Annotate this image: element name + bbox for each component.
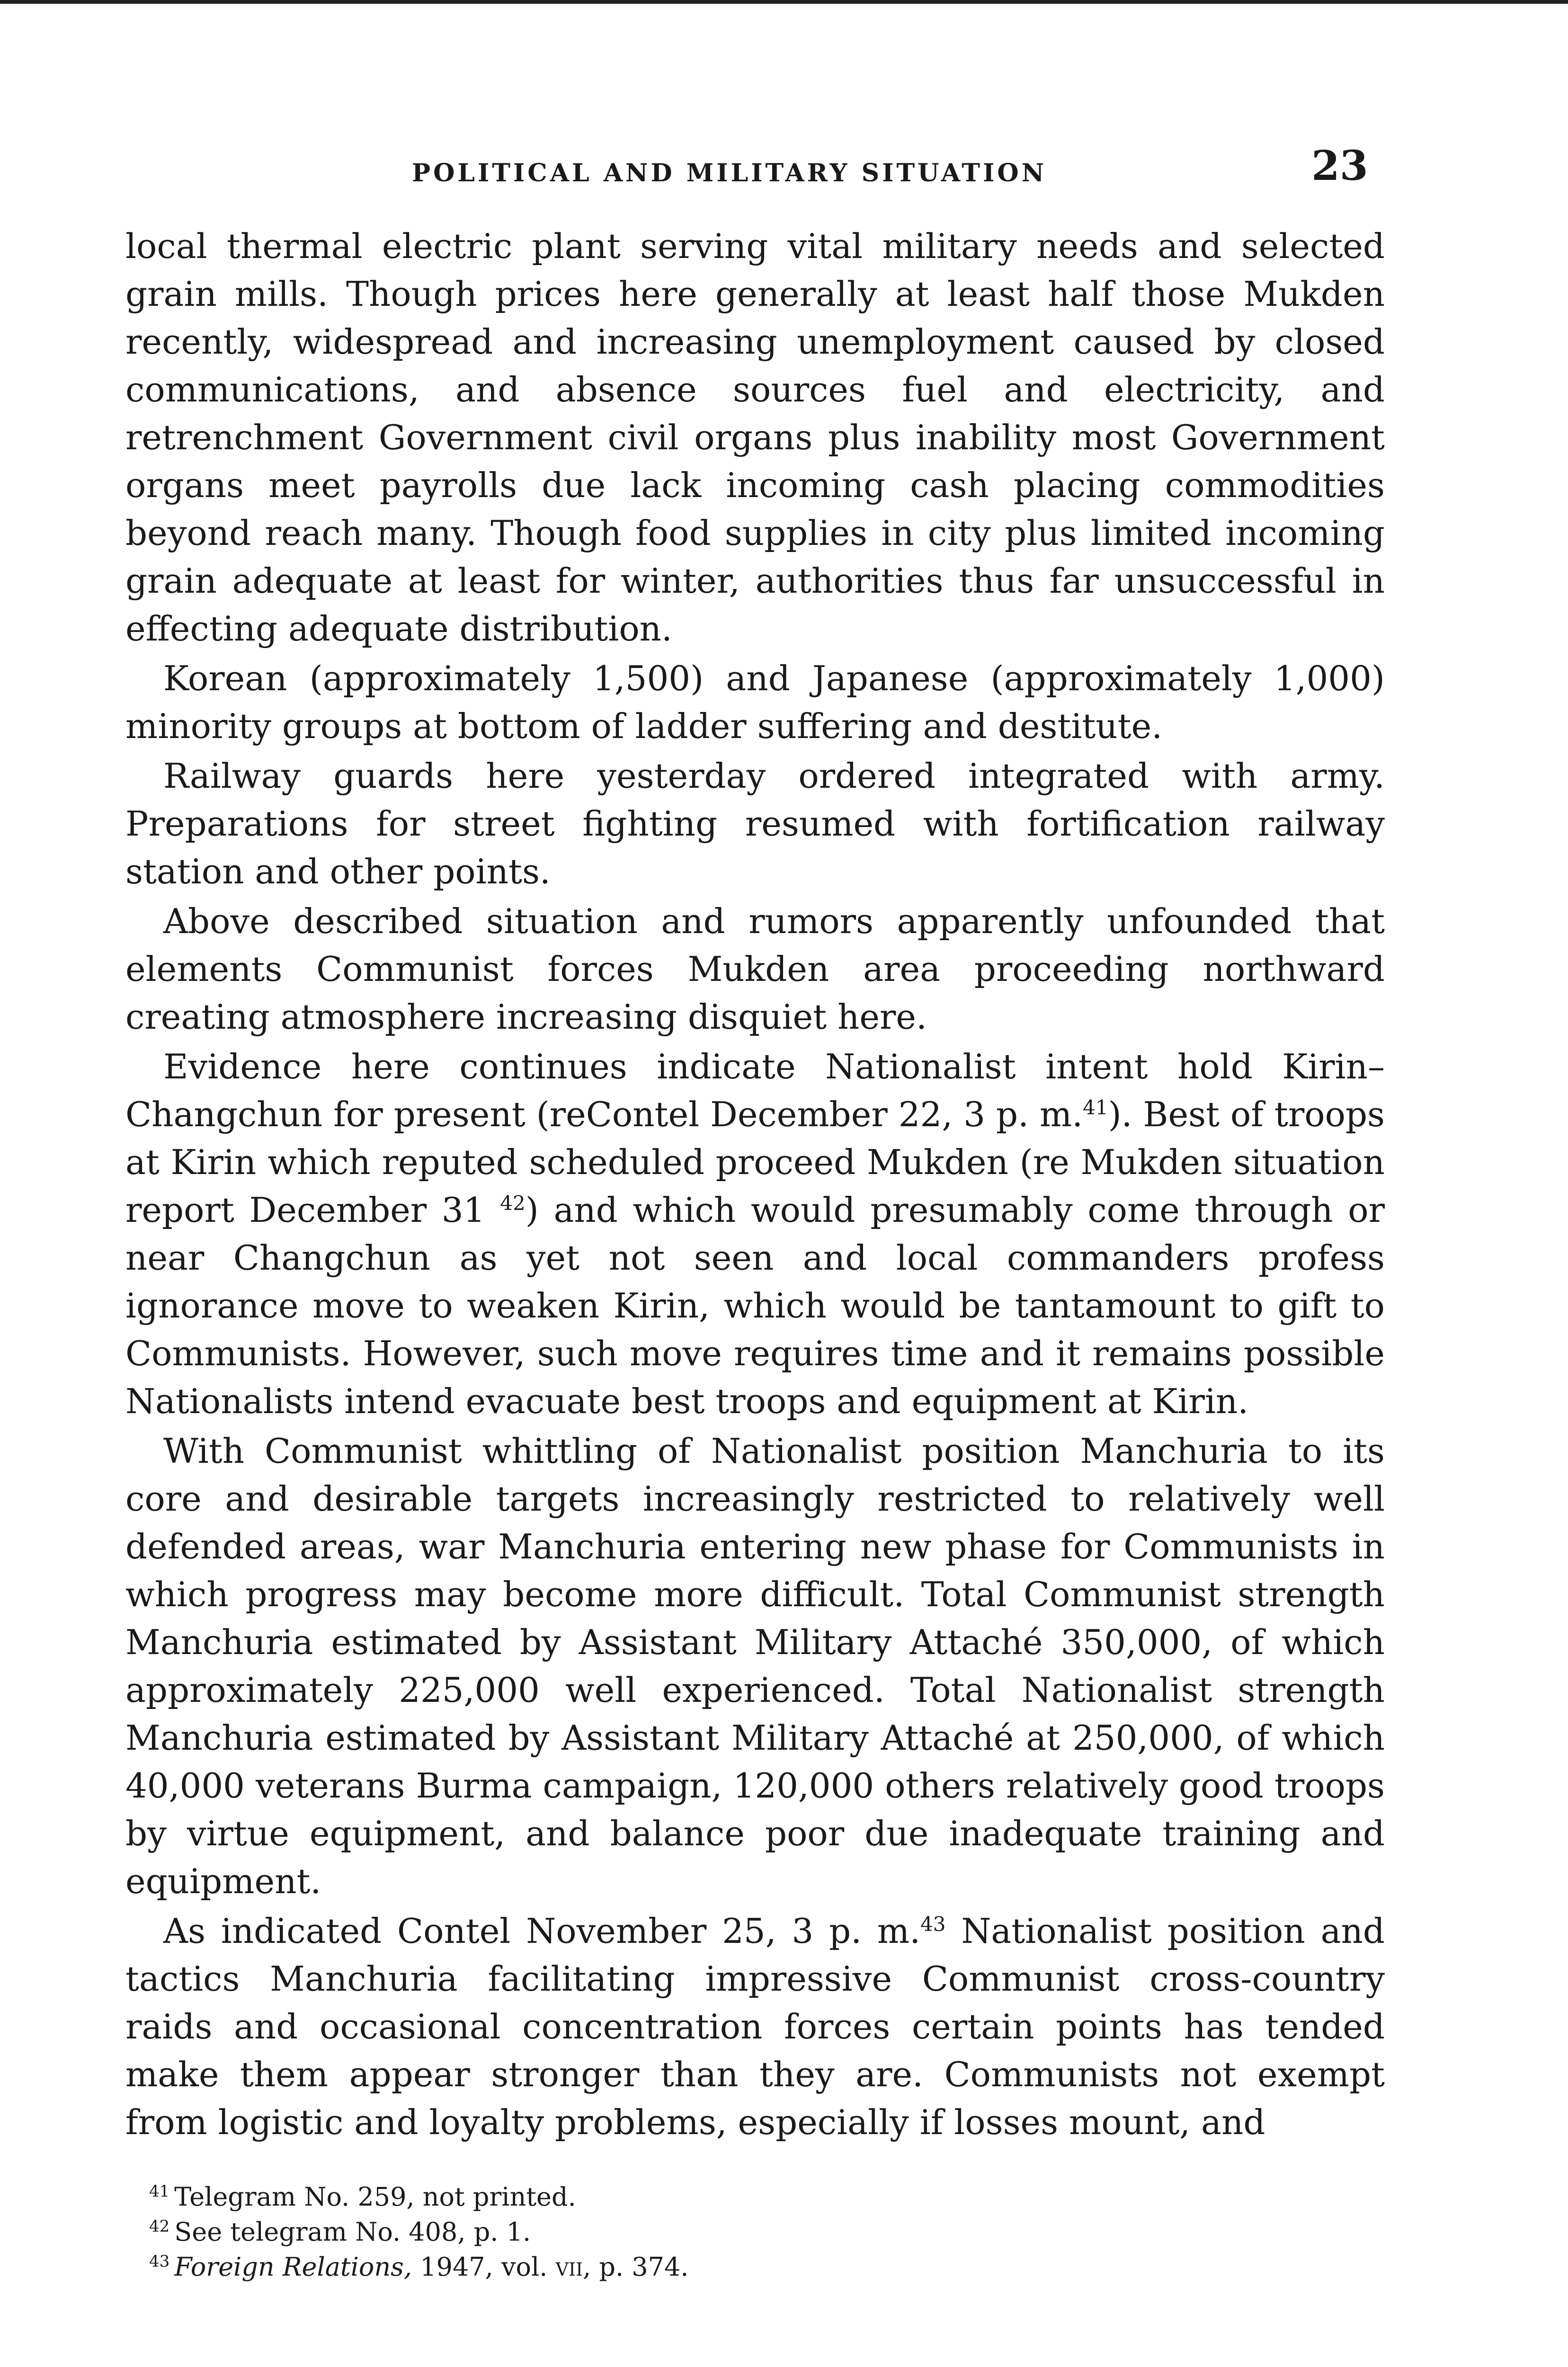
footnote-43 xyxy=(149,2247,1380,2282)
paragraph-5-part-b: ). Best of troops at Kirin which reputed scheduled proceed Mukden (re Mukden situation report December 31 xyxy=(125,1095,1385,1230)
top-border-rule xyxy=(0,0,1568,4)
paragraph-5 xyxy=(125,1043,1385,1425)
footnote-text: Telegram No. 259, not printed. xyxy=(174,2182,576,2212)
paragraph-4: Above described situation and rumors apparently unfounded that elements Communist forces Mukden area proceeding northward creating atmosphere increasing disquiet here. xyxy=(125,901,1385,1037)
paragraph-1: local thermal electric plant serving vital military needs and selected grain mills. Though prices here generally at least half those Mukden recently, widespread and increasing unemployment caused by closed communications, and absence sources fuel and electricity, and retrenchment Government civil organs plus inability most Government organs meet payrolls due lack incoming cash placing commodities beyond reach many. Though food supplies in city plus limited incoming grain adequate at least for winter, authorities thus far unsuccessful in effecting adequate distribution. xyxy=(125,226,1385,649)
page-number: 23 xyxy=(1311,142,1368,190)
footnote-ref-43: 43 xyxy=(920,1913,946,1936)
paragraph-7 xyxy=(125,1907,1385,2146)
paragraph-5-part-c: ) and which would presumably come through or near Changchun as yet not seen and local commanders profess ignorance move to weaken Kirin, which would be tantamount to gift to Communists. However, such move requires time and it remains possible Nationalists intend evacuate best troops and equipment at Kirin. xyxy=(125,1190,1385,1421)
body-text xyxy=(125,222,1385,2148)
footnote-42 xyxy=(149,2212,1380,2247)
footnotes xyxy=(149,2177,1380,2282)
footnote-mark: 42 xyxy=(149,2217,170,2236)
paragraph-7-part-a: As indicated Contel November 25, 3 p. m. xyxy=(163,1911,921,1951)
paragraph-6: With Communist whittling of Nationalist position Manchuria to its core and desirable targets increasingly restricted to relatively well defended areas, war Manchuria entering new phase for Communists in which progress may become more difficult. Total Communist strength Manchuria estimated by Assistant Military Attaché 350,000, of which approximately 225,000 well experienced. Total Nationalist strength Manchuria estimated by Assistant Military Attaché at 250,000, of which 40,000 veterans Burma campaign, 120,000 others relatively good troops by virtue equipment, and balance poor due inadequate training and equipment. xyxy=(125,1431,1385,1901)
footnote-mark: 43 xyxy=(149,2252,170,2271)
footnote-text: See telegram No. 408, p. 1. xyxy=(174,2217,531,2247)
footnote-text: 1947, vol. xyxy=(412,2252,556,2282)
paragraph-3: Railway guards here yesterday ordered integrated with army. Preparations for street fighting resumed with fortification railway station and other points. xyxy=(125,756,1385,891)
footnote-41 xyxy=(149,2177,1380,2212)
running-head: POLITICAL AND MILITARY SITUATION xyxy=(412,159,1047,187)
footnote-ref-42: 42 xyxy=(500,1192,526,1215)
paragraph-7-part-b: Nationalist position and tactics Manchuria facilitating impressive Communist cross-country raids and occasional concentration forces certain points has tended make them appear stronger than they are. Communists not exempt from logistic and loyalty problems, especially if losses mount, and xyxy=(125,1911,1385,2142)
footnote-mark: 41 xyxy=(149,2182,170,2201)
paragraph-5-part-a: Evidence here continues indicate Nationalist intent hold Kirin–Changchun for present (reContel December 22, 3 p. m. xyxy=(125,1047,1385,1134)
paragraph-2: Korean (approximately 1,500) and Japanese (approximately 1,000) minority groups at bottom of ladder suffering and destitute. xyxy=(125,658,1385,746)
footnote-tail: , p. 374. xyxy=(583,2252,689,2282)
footnote-citation-title: Foreign Relations, xyxy=(174,2252,412,2282)
footnote-ref-41: 41 xyxy=(1083,1096,1108,1119)
footnote-volume: vii xyxy=(555,2252,583,2282)
